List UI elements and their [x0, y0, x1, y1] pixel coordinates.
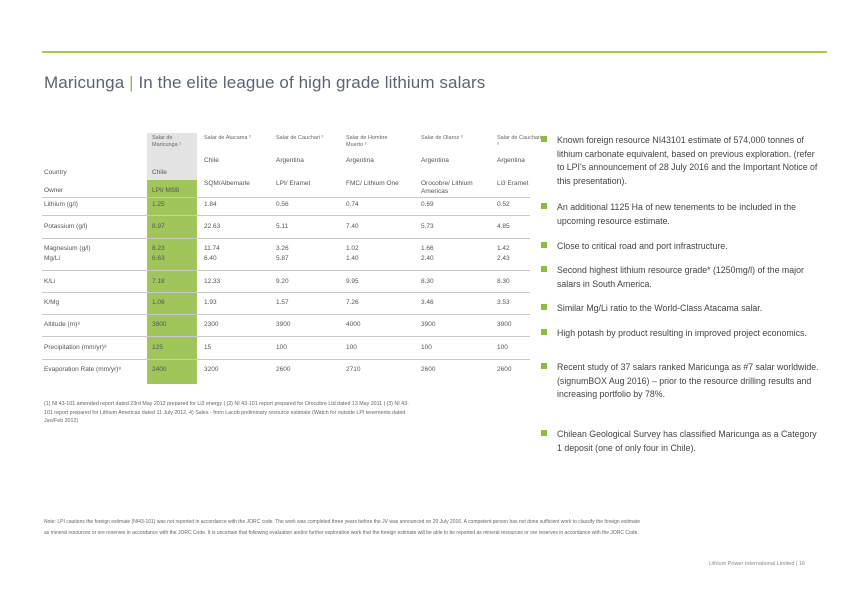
bullet-square-icon	[541, 266, 547, 272]
bullet-text: Similar Mg/Li ratio to the World-Class Atacama salar.	[557, 303, 763, 313]
bullet-text: Close to critical road and port infrastructure.	[557, 241, 728, 251]
table-cell: 1.40	[346, 255, 359, 262]
bullet-item	[557, 201, 819, 228]
country-cell: Chile	[152, 169, 167, 176]
column-header: Salar de Olaroz ³	[421, 135, 463, 141]
table-cell: 4.85	[497, 223, 510, 230]
table-cell: 5.87	[276, 255, 289, 262]
bullet-text: An additional 1125 Ha of new tenements to be included in the upcoming resource estimate.	[557, 202, 796, 226]
table-divider	[42, 270, 530, 271]
row-label: Evaporation Rate (mm/yr)⁸	[44, 366, 122, 373]
table-cell: 0.69	[421, 201, 434, 208]
bullet-square-icon	[541, 242, 547, 248]
table-cell: 3.53	[497, 299, 510, 306]
page-title	[44, 73, 485, 93]
table-cell: 8.23	[152, 245, 165, 252]
table-cell: 7.18	[152, 278, 165, 285]
bullet-square-icon	[541, 203, 547, 209]
row-label: Precipitation (mm/yr)⁸	[44, 344, 107, 351]
country-cell: Argentina	[421, 157, 449, 164]
table-cell: 9.95	[346, 278, 359, 285]
table-cell: 0.56	[276, 201, 289, 208]
row-label: Magnesium (g/l)	[44, 245, 91, 252]
table-divider	[42, 314, 530, 315]
table-cell: 3900	[497, 321, 512, 328]
table-cell: 1.42	[497, 245, 510, 252]
bullet-text: Second highest lithium resource grade* (1250mg/l) of the major salars in South America.	[557, 265, 804, 289]
column-header: Salar de Hombre Muerto ³	[346, 135, 388, 148]
country-cell: Argentina	[346, 157, 374, 164]
row-label: K/Mg	[44, 299, 60, 306]
table-cell: 5.11	[276, 223, 289, 230]
row-label: Mg/Li	[44, 255, 60, 262]
table-cell: 3.46	[421, 299, 434, 306]
title-subtitle: In the elite league of high grade lithium salars	[138, 73, 486, 92]
table-divider	[42, 238, 530, 239]
table-cell: 8.97	[152, 223, 165, 230]
table-cell: 6.40	[204, 255, 217, 262]
row-label: Potassium (g/l)	[44, 223, 88, 230]
row-label: K/Li	[44, 278, 56, 285]
footer-company: Lithium Power International Limited	[708, 561, 795, 567]
table-cell: 3.26	[276, 245, 289, 252]
table-cell: 2600	[421, 366, 436, 373]
table-cell: 1.66	[421, 245, 434, 252]
table-cell: 7.26	[346, 299, 359, 306]
bullet-square-icon	[541, 430, 547, 436]
country-cell: Argentina	[497, 157, 525, 164]
table-divider	[42, 197, 530, 198]
owner-cell: FMC/ Lithium One	[346, 180, 399, 187]
table-cell: 100	[421, 344, 432, 351]
table-cell: 11.74	[204, 245, 220, 252]
owner-cell: LPI/ Eramet	[276, 180, 311, 187]
country-cell: Argentina	[276, 157, 304, 164]
page-number: 16	[798, 561, 805, 567]
table-cell: 8.30	[497, 278, 510, 285]
table-cell: 2.40	[421, 255, 434, 262]
bullet-item	[557, 361, 819, 402]
table-cell: 100	[497, 344, 508, 351]
table-cell: 15	[204, 344, 212, 351]
bullet-item	[557, 240, 819, 254]
table-cell: 6.63	[152, 255, 165, 262]
table-footnote: (1) NI 43-101 amended report dated 23rd May 2012 prepared for Li3 energy | (2) NI 43-101 report prepared for Orocobre Ltd dated 13 May 2011 | (3) NI 43-101 report prepared for Lithium Americas dated 11 July 2012. 4) Sales - from Lacob preliminary resource estimate (Watch for outside LPI tenements dated Jan/Feb 2012)	[44, 401, 409, 424]
title-main: Maricunga	[44, 73, 125, 92]
table-cell: 1.57	[276, 299, 289, 306]
title-separator: |	[129, 73, 134, 92]
bullet-text: Known foreign resource NI43101 estimate of 574,000 tonnes of lithium carbonate equivalent, based on previous exploration. (refer to LPI's announcement of 28 July 2016 and the Important Notice of this presentation).	[557, 135, 818, 186]
page-footer	[708, 561, 805, 567]
table-cell: 100	[276, 344, 287, 351]
table-cell: 2600	[276, 366, 291, 373]
bullet-square-icon	[541, 329, 547, 335]
bullet-item	[557, 134, 819, 188]
table-divider	[42, 292, 530, 293]
table-cell: 100	[346, 344, 357, 351]
footer-separator: |	[795, 561, 798, 567]
table-divider	[42, 215, 530, 216]
top-rule	[42, 51, 827, 53]
table-cell: 4000	[346, 321, 361, 328]
table-cell: 2710	[346, 366, 361, 373]
bullet-square-icon	[541, 136, 547, 142]
table-cell: 9.20	[276, 278, 289, 285]
country-cell: Chile	[204, 157, 219, 164]
row-label: Altitude (m)⁸	[44, 321, 80, 328]
table-cell: 2300	[204, 321, 219, 328]
table-cell: 3900	[276, 321, 291, 328]
owner-label: Owner	[44, 187, 64, 194]
owner-cell: LPI/ MSB	[152, 187, 180, 194]
table-cell: 2.43	[497, 255, 510, 262]
bullet-text: Recent study of 37 salars ranked Maricunga as #7 salar worldwide. (signumBOX Aug 2016) – prior to the resource drilling results and increasing portfolio by 78%.	[557, 362, 819, 399]
table-cell: 1.08	[152, 299, 165, 306]
table-cell: 1.25	[152, 201, 165, 208]
table-cell: 2600	[497, 366, 512, 373]
table-cell: 125	[152, 344, 163, 351]
table-cell: 1.93	[204, 299, 217, 306]
column-header: Salar de Cauchari ³	[276, 135, 324, 141]
table-divider	[42, 359, 530, 360]
table-cell: 1.84	[204, 201, 217, 208]
table-cell: 2400	[152, 366, 167, 373]
table-cell: 7.40	[346, 223, 359, 230]
row-label: Lithium (g/l)	[44, 201, 78, 208]
table-cell: 0.52	[497, 201, 510, 208]
owner-cell: Li3 Eramet	[497, 180, 529, 187]
bullet-text: Chilean Geological Survey has classified Maricunga as a Category 1 deposit (one of only four in Chile).	[557, 429, 817, 453]
table-cell: 12.33	[204, 278, 221, 285]
country-label: Country	[44, 169, 67, 176]
bullet-text: High potash by product resulting in improved project economics.	[557, 328, 807, 338]
owner-cell: Orocobre/ Lithium Americas	[421, 180, 473, 195]
table-cell: 0.74	[346, 201, 359, 208]
bullet-item	[557, 302, 819, 316]
bullet-square-icon	[541, 363, 547, 369]
column-header: Salar de Cauchari ³	[497, 135, 542, 148]
table-cell: 8.30	[421, 278, 434, 285]
table-divider	[42, 336, 530, 337]
disclaimer-note: Note: LPI cautions the foreign estimate (NI43-101) was not reported in accordance with the JORC code. The work was completed three years before the JV was announced on 20 July 2016. A competent person has not done sufficient work to classify the foreign estimate as mineral resources or ore reserves in accordance with the JORC Code. It is uncertain that following evaluation and/or further exploration work that the foreign estimate will be able to be reported as mineral resources or ore reserves in accordance with the JORC Code.	[44, 519, 640, 536]
table-cell: 3200	[204, 366, 219, 373]
table-cell: 3800	[152, 321, 167, 328]
bullet-item	[557, 327, 819, 341]
column-header: Salar de Atacama ²	[204, 135, 251, 141]
table-cell: 22.63	[204, 223, 221, 230]
table-cell: 3900	[421, 321, 436, 328]
column-header: Salar de Maricunga ¹	[152, 135, 182, 148]
bullet-item	[557, 428, 819, 455]
owner-cell: SQM/Albemarle	[204, 180, 250, 187]
bullet-item	[557, 264, 819, 291]
bullet-square-icon	[541, 304, 547, 310]
table-cell: 5.73	[421, 223, 434, 230]
table-cell: 1.02	[346, 245, 359, 252]
